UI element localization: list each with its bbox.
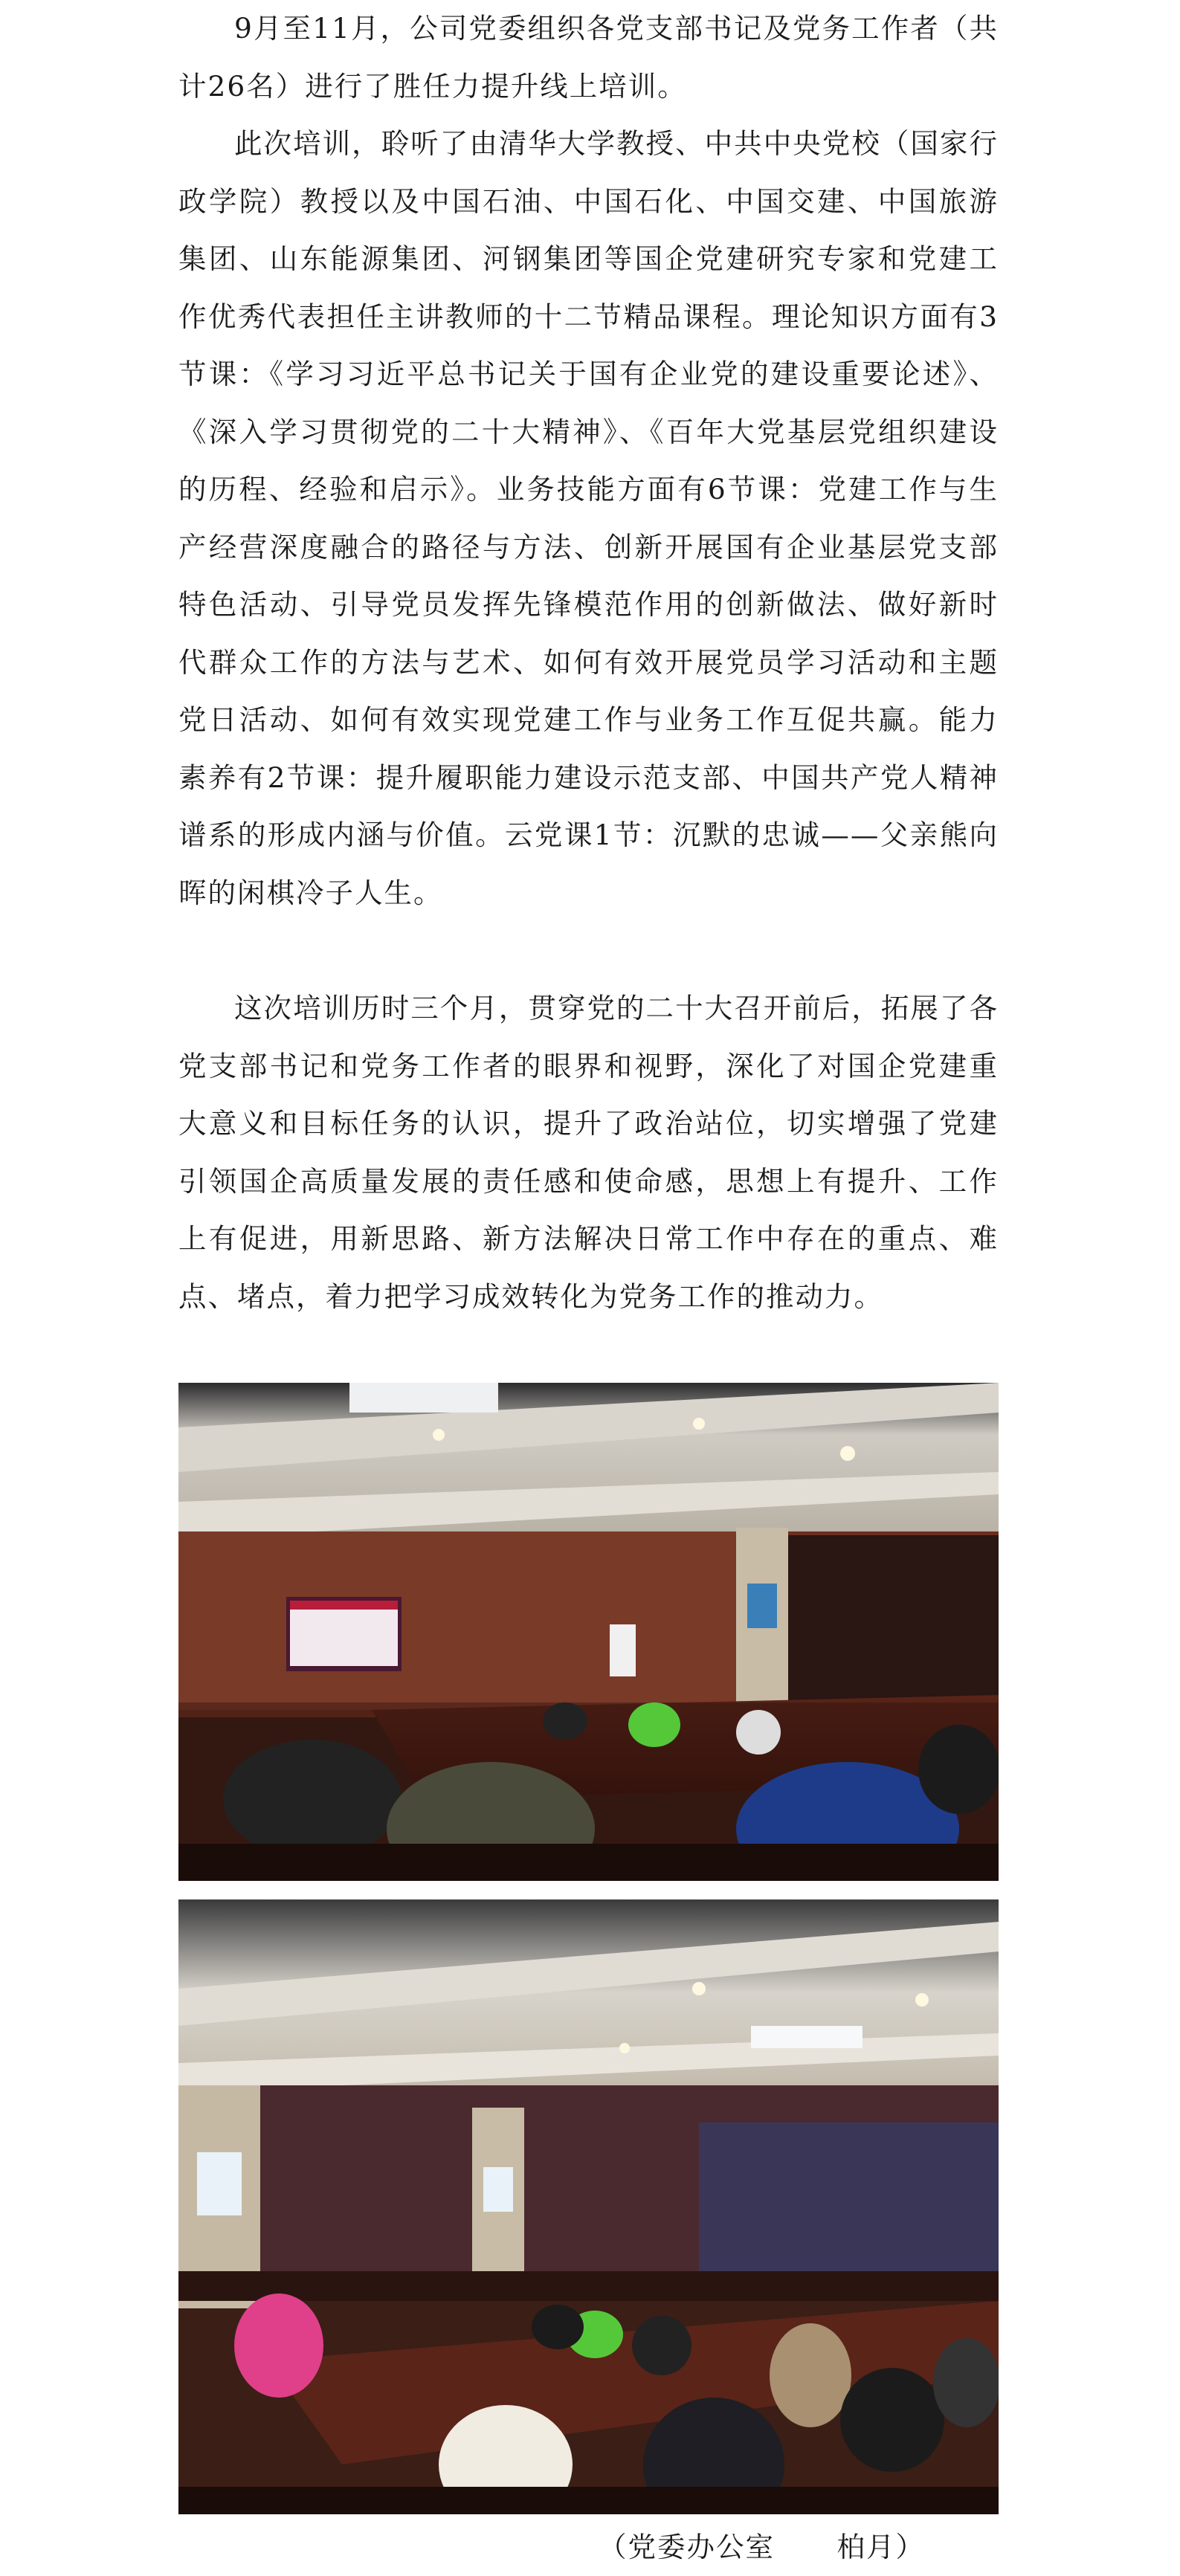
training-photo-1 bbox=[178, 1383, 999, 1881]
author-byline: （党委办公室 柏月） bbox=[599, 2531, 926, 2563]
paragraph-summary: 这次培训历时三个月，贯穿党的二十大召开前后，拓展了各党支部书记和党务工作者的眼界和视野，深化了对国企党建重大意义和目标任务的认识，提升了政治站位，切实增强了党建引领国企高质量发展的责任感和使命感，思想上有提升、工作上有促进，用新思路、新方法解决日常工作中存在的重点、难点、堵点，着力把学习成效转化为党务工作的推动力。 bbox=[178, 992, 999, 1313]
training-photo-2 bbox=[178, 1899, 999, 2514]
meeting-room-photo-1 bbox=[178, 1383, 999, 1881]
meeting-room-photo-2 bbox=[178, 1899, 999, 2514]
paragraph-intro: 9月至11月，公司党委组织各党支部书记及党务工作者（共计26名）进行了胜任力提升线上培训。 bbox=[178, 12, 999, 103]
paragraph-course-list: 此次培训，聆听了由清华大学教授、中共中央党校（国家行政学院）教授以及中国石油、中国石化、中国交建、中国旅游集团、山东能源集团、河钢集团等国企党建研究专家和党建工作优秀代表担任主讲教师的十二节精品课程。理论知识方面有3节课：《学习习近平总书记关于国有企业党的建设重要论述》、《深入学习贯彻党的二十大精神》、《百年大党基层党组织建设的历程、经验和启示》。业务技能方面有6节课：党建工作与生产经营深度融合的路径与方法、创新开展国有企业基层党支部特色活动、引导党员发挥先锋模范作用的创新做法、做好新时代群众工作的方法与艺术、如何有效开展党员学习活动和主题党日活动、如何有效实现党建工作与业务工作互促共赢。能力素养有2节课：提升履职能力建设示范支部、中国共产党人精神谱系的形成内涵与价值。云党课1节：沉默的忠诚——父亲熊向晖的闲棋冷子人生。 bbox=[178, 127, 999, 909]
